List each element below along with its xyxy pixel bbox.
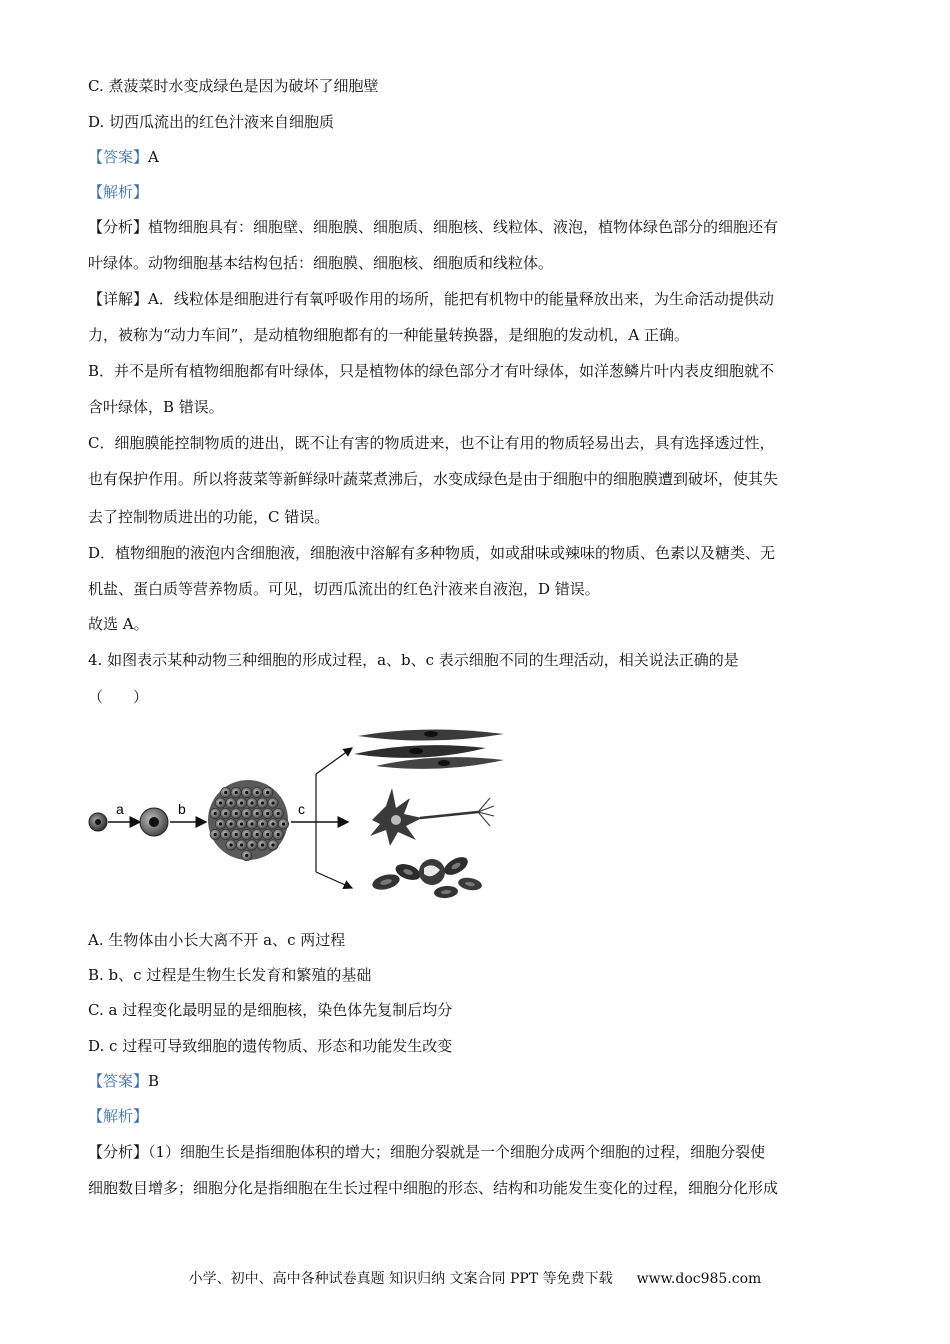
blood-cells-icon <box>371 853 483 899</box>
q4-blank: （ ） <box>88 688 149 706</box>
q3-detail-line-d2: 机盐、蛋白质等营养物质。可见，切西瓜流出的红色汁液来自液泡，D 错误。 <box>88 580 600 598</box>
q3-detail-line-c3: 去了控制物质进出的功能，C 错误。 <box>88 508 330 526</box>
fenxi-tag: 【分析】 <box>88 1143 149 1161</box>
q4-stem: 4. 如图表示某种动物三种细胞的形成过程，a、b、c 表示细胞不同的生理活动，相关说法正确的是 <box>88 651 739 669</box>
q3-option-d: D. 切西瓜流出的红色汁液来自细胞质 <box>88 113 335 131</box>
q4-fenxi-line-1 <box>88 1142 765 1162</box>
q3-detail-line-a2: 力，被称为“动力车间”，是动植物细胞都有的一种能量转换器，是细胞的发动机，A 正确。 <box>88 326 689 344</box>
fenxi-text: 植物细胞具有：细胞壁、细胞膜、细胞质、细胞核、线粒体、液泡，植物体绿色部分的细胞还有 <box>148 218 779 236</box>
q3-conclusion: 故选 A。 <box>88 615 149 633</box>
footer-link[interactable]: www.doc985.com <box>636 1271 762 1287</box>
detail-text: A．线粒体是细胞进行有氧呼吸作用的场所，能把有机物中的能量释放出来，为生命活动提供动 <box>148 290 774 308</box>
q4-fenxi-line-2: 细胞数目增多；细胞分化是指细胞在生长过程中细胞的形态、结构和功能发生变化的过程，细胞分化形成 <box>88 1179 779 1197</box>
cell-cluster-icon <box>208 780 289 861</box>
fenxi-tag: 【分析】 <box>88 218 149 236</box>
neuron-icon <box>370 788 494 846</box>
detail-tag: 【详解】 <box>88 290 149 308</box>
q3-fenxi-line-2: 叶绿体。动物细胞基本结构包括：细胞膜、细胞核、细胞质和线粒体。 <box>88 254 554 272</box>
branch-arrow-bottom <box>316 872 352 888</box>
label-c: c <box>298 801 305 817</box>
grown-cell-icon <box>140 808 168 836</box>
fenxi-text: （1）细胞生长是指细胞体积的增大；细胞分裂就是一个细胞分成两个细胞的过程，细胞分裂使 <box>148 1143 766 1161</box>
answer-tag: 【答案】 <box>88 148 149 166</box>
q3-fenxi-line-1 <box>88 217 778 237</box>
q3-detail-line-c1: C．细胞膜能控制物质的进出，既不让有害的物质进来，也不让有用的物质轻易出去，具有选择透过性， <box>88 434 775 452</box>
answer-value: A <box>148 148 159 166</box>
q3-analysis-tag: 【解析】 <box>88 183 149 201</box>
cell-process-figure <box>86 722 506 900</box>
q3-detail-line-d1: D．植物细胞的液泡内含细胞液，细胞液中溶解有多种物质，如或甜味或辣味的物质、色素以及糖类、无 <box>88 544 776 562</box>
q4-option-c: C. a 过程变化最明显的是细胞核，染色体先复制后均分 <box>88 1001 453 1019</box>
q3-detail-line-a1 <box>88 289 774 309</box>
label-a: a <box>116 801 124 817</box>
q3-answer <box>88 147 159 167</box>
page-footer <box>0 1268 950 1288</box>
q4-option-d: D. c 过程可导致细胞的遗传物质、形态和功能发生改变 <box>88 1037 453 1055</box>
q4-answer <box>88 1071 159 1091</box>
q4-analysis-tag: 【解析】 <box>88 1107 149 1125</box>
branch-arrow-top <box>316 748 352 774</box>
q4-option-b: B. b、c 过程是生物生长发育和繁殖的基础 <box>88 966 372 984</box>
footer-text: 小学、初中、高中各种试卷真题 知识归纳 文案合同 PPT 等免费下载 <box>188 1271 613 1287</box>
label-b: b <box>178 801 186 817</box>
q4-option-a: A. 生物体由小长大离不开 a、c 两过程 <box>88 931 346 949</box>
small-cell-icon <box>89 813 107 831</box>
q3-detail-line-b1: B．并不是所有植物细胞都有叶绿体，只是植物体的绿色部分才有叶绿体，如洋葱鳞片叶内表皮细胞就不 <box>88 362 775 380</box>
answer-tag: 【答案】 <box>88 1072 149 1090</box>
answer-value: B <box>148 1072 160 1090</box>
q3-detail-line-b2: 含叶绿体，B 错误。 <box>88 398 224 416</box>
q3-detail-line-c2: 也有保护作用。所以将菠菜等新鲜绿叶蔬菜煮沸后，水变成绿色是由于细胞中的细胞膜遭到破坏，使其失 <box>88 470 779 488</box>
q3-option-c: C. 煮菠菜时水变成绿色是因为破坏了细胞壁 <box>88 77 379 95</box>
muscle-cells-icon <box>354 729 504 768</box>
